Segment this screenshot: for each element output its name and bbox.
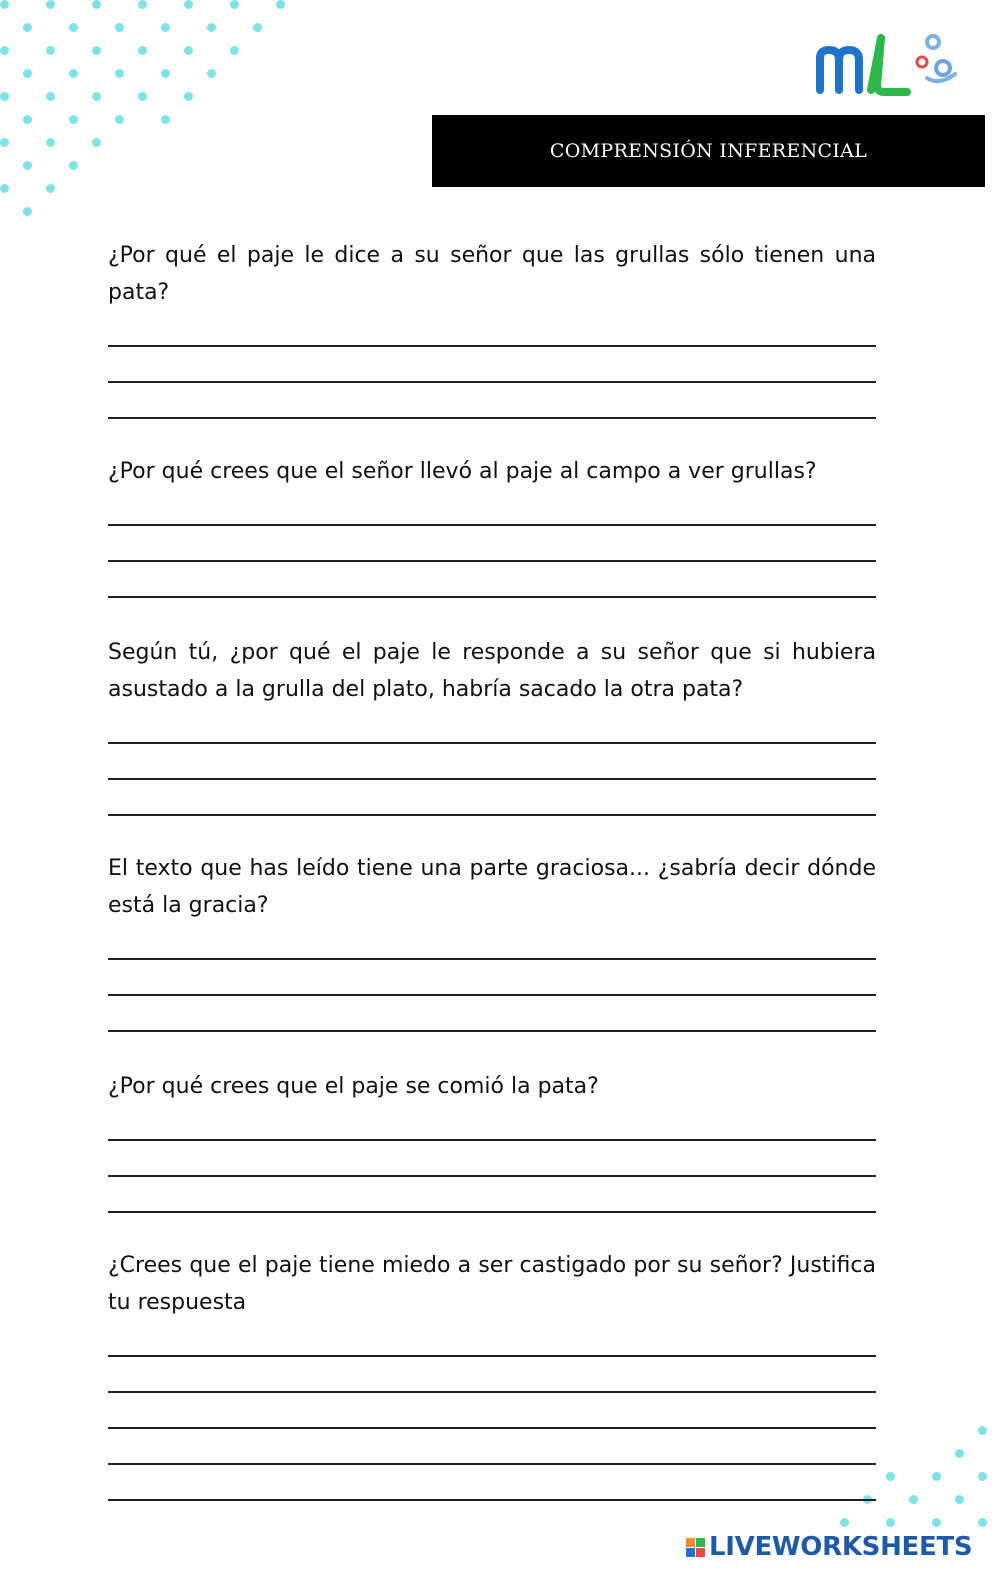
decorative-dot <box>909 1495 918 1504</box>
question-3 <box>108 634 876 816</box>
decorative-dot <box>932 1472 941 1481</box>
question-list <box>108 237 876 1501</box>
decorative-dot <box>207 23 216 32</box>
answer-line[interactable] <box>108 526 876 562</box>
question-text: ¿Por qué crees que el paje se comió la pata? <box>108 1074 599 1099</box>
decorative-dot <box>0 92 9 101</box>
question-1 <box>108 237 876 419</box>
decorative-dot <box>184 46 193 55</box>
decorative-dot <box>230 0 239 9</box>
decorative-dot <box>230 46 239 55</box>
answer-line[interactable] <box>108 1105 876 1141</box>
decorative-dot <box>92 138 101 147</box>
decorative-dot <box>955 1449 964 1458</box>
answer-line[interactable] <box>108 780 876 816</box>
decorative-dot <box>46 92 55 101</box>
answer-line[interactable] <box>108 490 876 526</box>
answer-line[interactable] <box>108 1177 876 1213</box>
decorative-dot <box>92 46 101 55</box>
answer-line[interactable] <box>108 1393 876 1429</box>
decorative-dot <box>276 0 285 9</box>
decorative-dot <box>92 0 101 9</box>
decorative-dot <box>253 23 262 32</box>
decorative-dot <box>23 23 32 32</box>
decorative-dot <box>184 0 193 9</box>
decorative-dot <box>46 138 55 147</box>
decorative-dot <box>886 1472 895 1481</box>
question-text: ¿Por qué el paje le dice a su señor que las grullas sólo tienen una pata? <box>108 243 876 305</box>
decorative-dot <box>184 92 193 101</box>
decorative-dot <box>161 115 170 124</box>
decorative-dot <box>0 184 9 193</box>
decorative-dot <box>138 0 147 9</box>
decorative-dot <box>46 184 55 193</box>
answer-line[interactable] <box>108 924 876 960</box>
decorative-dot <box>23 207 32 216</box>
decorative-dot <box>69 23 78 32</box>
answer-line[interactable] <box>108 1429 876 1465</box>
answer-line[interactable] <box>108 311 876 347</box>
decorative-dot <box>0 138 9 147</box>
decorative-dot <box>0 0 9 9</box>
decorative-dot <box>0 46 9 55</box>
brand-label: LIVEWORKSHEETS <box>709 1532 973 1562</box>
ml-logo-icon <box>815 28 975 108</box>
decorative-dot <box>138 92 147 101</box>
decorative-dot <box>115 23 124 32</box>
answer-line[interactable] <box>108 1465 876 1501</box>
liveworksheets-logo-icon <box>686 1538 705 1557</box>
question-5 <box>108 1068 876 1213</box>
decorative-dot <box>23 69 32 78</box>
question-text: ¿Crees que el paje tiene miedo a ser castigado por su señor? Justifica tu respuesta <box>108 1253 876 1315</box>
decorative-dot <box>978 1518 987 1527</box>
decorative-dot <box>161 69 170 78</box>
answer-line[interactable] <box>108 347 876 383</box>
answer-line[interactable] <box>108 1321 876 1357</box>
question-text: ¿Por qué crees que el señor llevó al paje al campo a ver grullas? <box>108 459 817 484</box>
decorative-dot <box>138 46 147 55</box>
decorative-dot <box>161 23 170 32</box>
answer-line[interactable] <box>108 383 876 419</box>
answer-line[interactable] <box>108 1357 876 1393</box>
decorative-dot <box>46 46 55 55</box>
decorative-dot <box>207 69 216 78</box>
decorative-dot <box>886 1518 895 1527</box>
decorative-dot <box>23 115 32 124</box>
answer-line[interactable] <box>108 708 876 744</box>
decorative-dot <box>840 1518 849 1527</box>
liveworksheets-brand <box>686 1532 972 1562</box>
question-4 <box>108 850 876 1032</box>
decorative-dot <box>23 161 32 170</box>
answer-line[interactable] <box>108 562 876 598</box>
banner-title: COMPRENSIÓN INFERENCIAL <box>549 140 868 162</box>
decorative-dot <box>978 1426 987 1435</box>
decorative-dot <box>978 1472 987 1481</box>
question-text: Según tú, ¿por qué el paje le responde a su señor que si hubiera asustado a la grulla del plato, habría sacado la otra pata? <box>108 640 876 702</box>
answer-line[interactable] <box>108 1141 876 1177</box>
decorative-dot <box>69 69 78 78</box>
decorative-dots-top-left <box>0 0 330 215</box>
answer-line[interactable] <box>108 996 876 1032</box>
answer-line[interactable] <box>108 744 876 780</box>
decorative-dot <box>932 1518 941 1527</box>
decorative-dot <box>69 161 78 170</box>
decorative-dot <box>69 115 78 124</box>
question-text: El texto que has leído tiene una parte graciosa... ¿sabría decir dónde está la gracia? <box>108 856 876 918</box>
question-6 <box>108 1247 876 1501</box>
decorative-dot <box>92 92 101 101</box>
decorative-dot <box>46 0 55 9</box>
decorative-dot <box>115 69 124 78</box>
question-2 <box>108 453 876 598</box>
answer-line[interactable] <box>108 960 876 996</box>
section-banner <box>432 115 985 187</box>
decorative-dot <box>955 1495 964 1504</box>
decorative-dot <box>115 115 124 124</box>
